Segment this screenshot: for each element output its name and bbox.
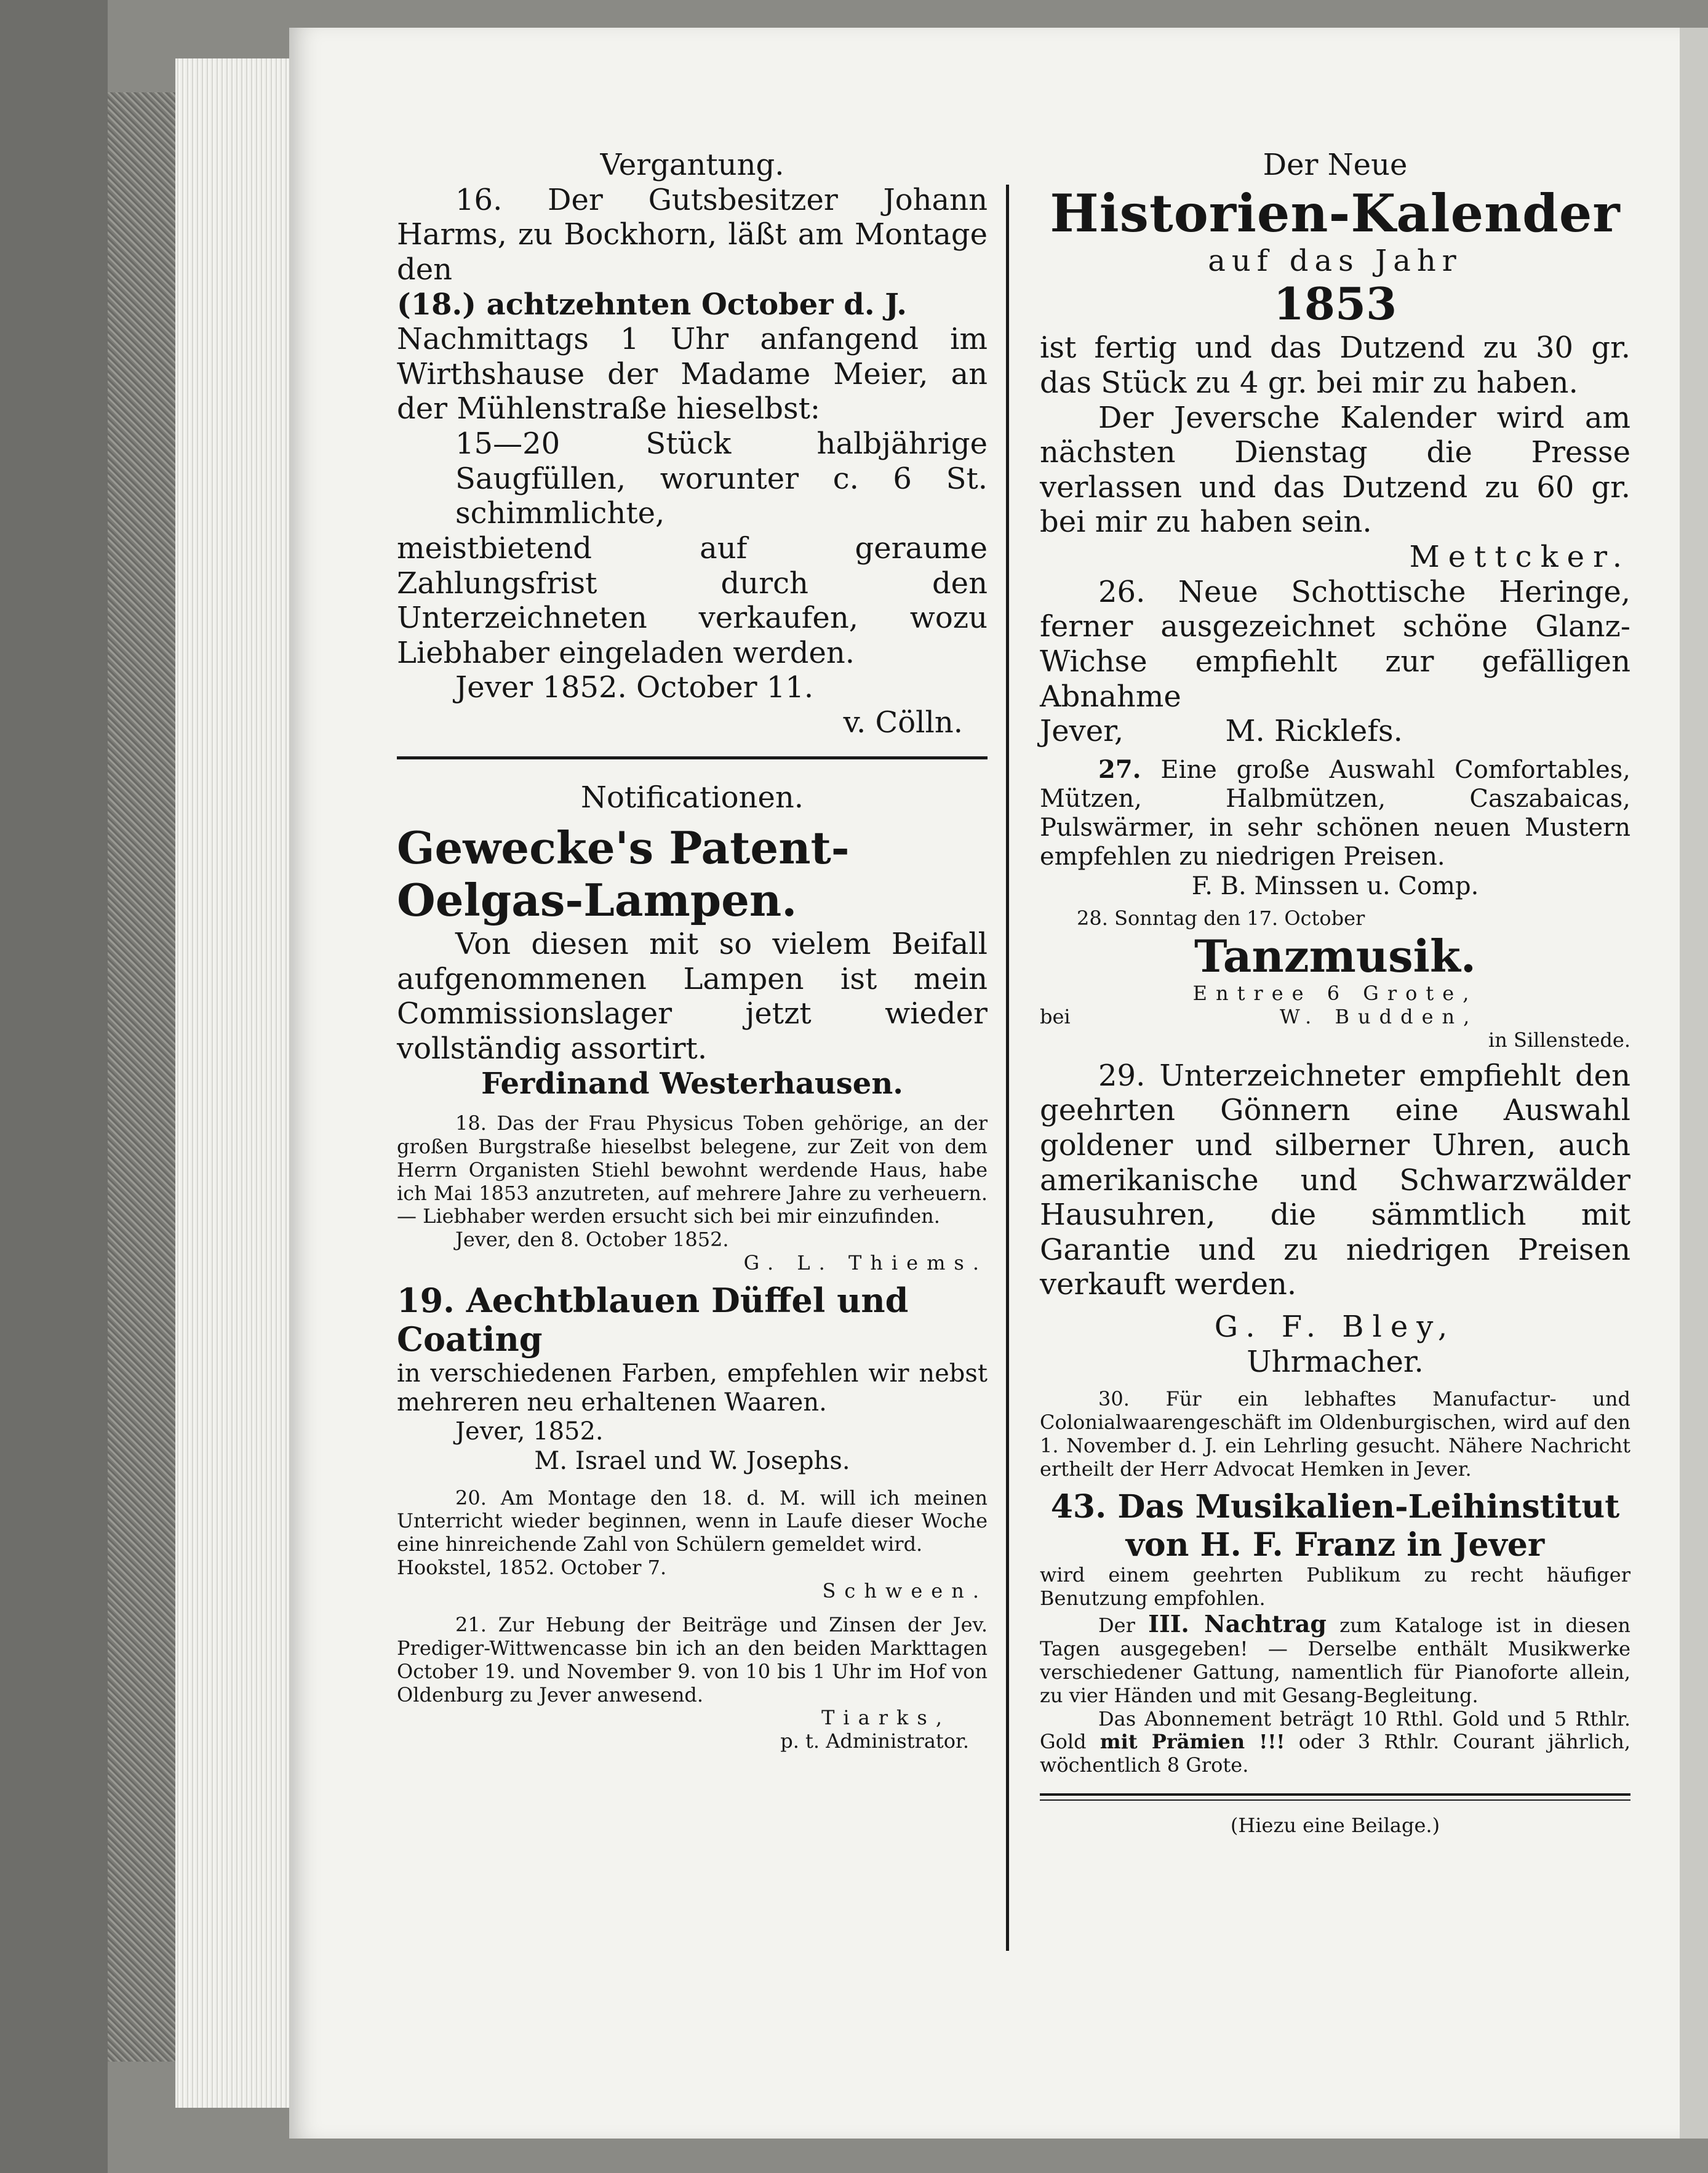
notice-27-number: 27. bbox=[1098, 754, 1141, 784]
page-stack-edge bbox=[175, 58, 298, 2108]
notice-20-signature: Schween. bbox=[822, 1579, 988, 1603]
notice-26-place: Jever, bbox=[1040, 714, 1124, 749]
gewecke-signature: Ferdinand Westerhausen. bbox=[481, 1066, 903, 1101]
notice-19-title: 19. Aechtblauen Düffel und Coating bbox=[397, 1280, 909, 1359]
notice-28-title: Tanzmusik. bbox=[1194, 929, 1476, 982]
notice-43-nachtrag-pre: Der bbox=[1098, 1613, 1135, 1637]
notice-43-abo-pre: Das Abonnement beträgt 10 Rthl. Gold und 5 Rthlr. Gold bbox=[1040, 1707, 1630, 1754]
notice-43-nachtrag bbox=[1040, 1611, 1630, 1708]
vergantung-date-line: (18.) achtzehnten October d. J. bbox=[397, 287, 907, 322]
notice-43-nachtrag-text: zum Kataloge ist in diesen Tagen ausgegeben! — Derselbe enthält Musikwerke verschiedener Gattung, namentlich für Pianoforte allein, zu vier Händen und mit Gesang-Begleitung. bbox=[1040, 1613, 1630, 1707]
notice-19-date: Jever, 1852. bbox=[455, 1417, 604, 1446]
notice-43-text: wird einem geehrten Publikum zu recht häufiger Benutzung empfohlen. bbox=[1040, 1563, 1630, 1610]
left-column bbox=[397, 148, 988, 1753]
notice-29-text: 29. Unterzeichneter empfiehlt den geehrten Gönnern eine Auswahl goldener und silberner Uhren, auch amerikanische und Schwarzwälder Hausuhren, die sämmtlich mit Garantie und zu niedrigen Preisen verkauft werden. bbox=[1040, 1058, 1630, 1302]
notice-19-text: in verschiedenen Farben, empfehlen wir nebst mehreren neu erhaltenen Waaren. bbox=[397, 1359, 988, 1417]
vergantung-item: 15—20 Stück halbjährige Saugfüllen, worunter c. 6 St. schimmlichte, bbox=[455, 426, 988, 531]
notice-43-nachtrag-bold: III. Nachtrag bbox=[1148, 1609, 1327, 1638]
right-column bbox=[1040, 148, 1630, 1838]
notice-18-signature: G. L. Thiems. bbox=[743, 1251, 988, 1275]
notice-43-title: 43. Das Musikalien-Leihinstitut von H. F. Franz in Jever bbox=[1050, 1488, 1620, 1564]
closing-rule-thin bbox=[1040, 1799, 1630, 1801]
section-rule bbox=[397, 756, 988, 759]
notifications-heading: Notificationen. bbox=[580, 780, 804, 815]
notice-28-bei-line bbox=[1040, 1006, 1630, 1029]
notice-26-footer bbox=[1040, 714, 1630, 749]
kalender-year: 1853 bbox=[1273, 278, 1397, 330]
vergantung-text: Nachmittags 1 Uhr anfangend im Wirthshause der Madame Meier, an der Mühlenstraße hieselbst: bbox=[397, 322, 988, 426]
notice-18-date: Jever, den 8. October 1852. bbox=[455, 1228, 729, 1252]
book-cover-edge bbox=[108, 92, 178, 2062]
beilage-note: (Hiezu eine Beilage.) bbox=[1230, 1813, 1440, 1837]
kalender-signature: Mettcker. bbox=[1409, 540, 1630, 575]
notice-27-signature: F. B. Minssen u. Comp. bbox=[1191, 871, 1479, 900]
notice-28-name: W. Budden, bbox=[1279, 1005, 1479, 1029]
notice-29-signature: G. F. Bley, bbox=[1214, 1310, 1456, 1345]
kalender-title: Historien-Kalender bbox=[1050, 182, 1621, 244]
closing-rule-thick bbox=[1040, 1793, 1630, 1796]
vergantung-intro: 16. Der Gutsbesitzer Johann Harms, zu Bockhorn, läßt am Montage den bbox=[397, 182, 988, 287]
notice-20-text: 20. Am Montage den 18. d. M. will ich meinen Unterricht wieder beginnen, wenn in Laufe dieser Woche eine hinreichende Zahl von Schülern gemeldet wird. bbox=[397, 1486, 988, 1556]
notice-43-abo bbox=[1040, 1708, 1630, 1777]
notice-28-bei: bei bbox=[1040, 1005, 1071, 1029]
notice-26-signature: M. Ricklefs. bbox=[1225, 714, 1403, 749]
notice-27 bbox=[1040, 755, 1630, 872]
kalender-jever-text: Der Jeversche Kalender wird am nächsten Dienstag die Presse verlassen und das Dutzend zu 60 gr. bei mir zu haben sein. bbox=[1040, 400, 1630, 540]
notice-21-text: 21. Zur Hebung der Beiträge und Zinsen der Jev. Prediger-Wittwencasse bin ich an den beiden Markttagen October 19. und November 9. von 10 bis 1 Uhr im Hof von Oldenburg zu Jever anwesend. bbox=[397, 1613, 988, 1707]
kalender-sub: auf das Jahr bbox=[1208, 243, 1463, 278]
next-page-edge bbox=[1680, 28, 1708, 2139]
notice-26-text: 26. Neue Schottische Heringe, ferner ausgezeichnet schöne Glanz-Wichse empfiehlt zur gefälligen Abnahme bbox=[1040, 574, 1630, 714]
vergantung-place-date: Jever 1852. October 11. bbox=[455, 670, 814, 705]
notice-21-signature: Tiarks, bbox=[821, 1706, 951, 1730]
notice-28-place: in Sillenstede. bbox=[1488, 1028, 1630, 1052]
gewecke-title: Gewecke's Patent-Oelgas-Lampen. bbox=[397, 822, 850, 927]
notice-43-abo-bold: mit Prämien !!! bbox=[1099, 1730, 1285, 1754]
notice-19-signature: M. Israel und W. Josephs. bbox=[534, 1446, 850, 1475]
scan-background bbox=[0, 0, 108, 2173]
notice-18-text: 18. Das der Frau Physicus Toben gehörige, an der großen Burgstraße hieselbst belegene, zur Zeit von dem Herrn Organisten Stiehl bewohnt werdende Haus, habe ich Mai 1853 anzutreten, auf mehrere Jahre zu verheuern. — Liebhaber werden ersucht sich bei mir einzufinden. bbox=[397, 1111, 988, 1228]
vergantung-terms: meistbietend auf geraume Zahlungsfrist durch den Unterzeichneten verkaufen, wozu Liebhaber eingeladen werden. bbox=[397, 530, 988, 670]
notice-21-role: p. t. Administrator. bbox=[780, 1729, 969, 1753]
notice-28-line: 28. Sonntag den 17. October bbox=[1077, 906, 1365, 930]
vergantung-signature: v. Cölln. bbox=[843, 705, 963, 740]
notice-28-entree: Entree 6 Grote, bbox=[1192, 982, 1478, 1006]
notice-27-text: Eine große Auswahl Comfortables, Mützen, Halbmützen, Caszabaicas, Pulswärmer, in sehr schönen neuen Mustern empfehlen zu niedrigen Preisen. bbox=[1040, 755, 1630, 871]
vergantung-heading: Vergantung. bbox=[600, 148, 784, 182]
notice-30-text: 30. Für ein lebhaftes Manufactur- und Colonialwaarengeschäft im Oldenburgischen, wird auf den 1. November d. J. ein Lehrling gesucht. Nähere Nachricht ertheilt der Herr Advocat Hemken in Jever. bbox=[1040, 1387, 1630, 1481]
notice-20-date: Hookstel, 1852. October 7. bbox=[397, 1555, 667, 1579]
notice-43-abo-post: oder 3 Rthlr. Courant jährlich, wöchentlich 8 Grote. bbox=[1040, 1730, 1631, 1777]
kalender-text: ist fertig und das Dutzend zu 30 gr. das Stück zu 4 gr. bei mir zu haben. bbox=[1040, 330, 1630, 400]
kalender-pre: Der Neue bbox=[1263, 148, 1408, 182]
column-divider bbox=[1006, 185, 1009, 1951]
notice-29-role: Uhrmacher. bbox=[1247, 1344, 1424, 1379]
gewecke-text: Von diesen mit so vielem Beifall aufgenommenen Lampen ist mein Commissionslager jetzt wieder vollständig assortirt. bbox=[397, 927, 988, 1066]
